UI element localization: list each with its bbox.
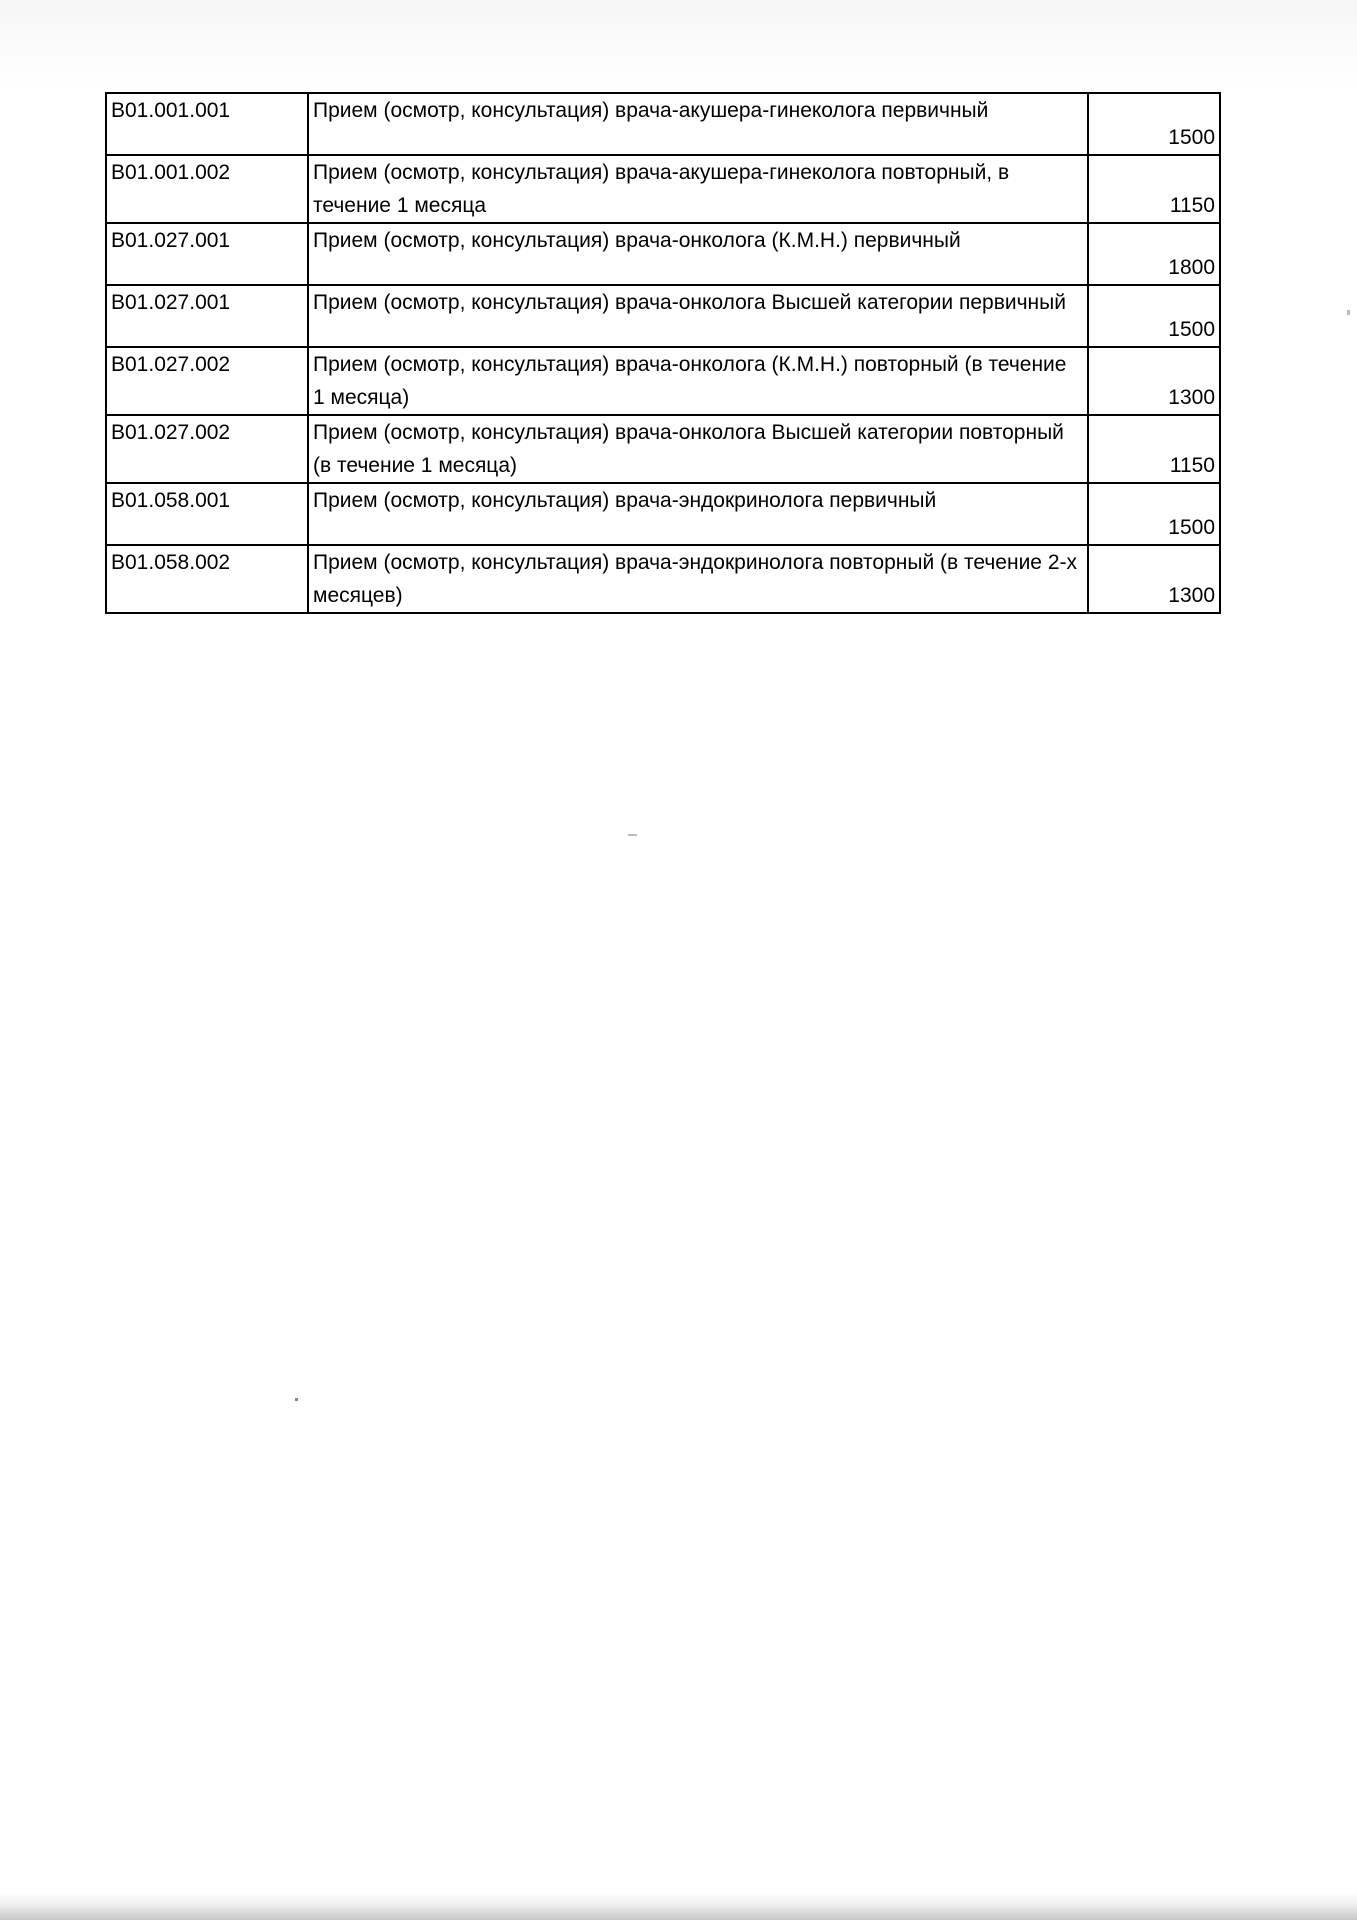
table-row [106, 285, 1220, 347]
scan-shadow-bottom [0, 1892, 1357, 1920]
table-row [106, 483, 1220, 545]
service-code: B01.001.002 [106, 155, 308, 223]
service-description [308, 415, 1088, 483]
table-row [106, 93, 1220, 155]
service-description-text: Прием (осмотр, консультация) врача-онколога Высшей категории повторный (в течение 1 месяца) [313, 421, 1064, 477]
table-row [106, 545, 1220, 613]
scan-speck [1347, 310, 1350, 315]
service-price: 1500 [1088, 93, 1220, 155]
table-row [106, 347, 1220, 415]
service-code: B01.058.001 [106, 483, 308, 545]
service-description [308, 155, 1088, 223]
service-description-text: Прием (осмотр, консультация) врача-онколога (К.М.Н.) первичный [313, 229, 961, 252]
service-description [308, 93, 1088, 155]
service-price: 1150 [1088, 155, 1220, 223]
service-description [308, 545, 1088, 613]
service-price: 1500 [1088, 285, 1220, 347]
service-price: 1300 [1088, 545, 1220, 613]
scan-speck [295, 1398, 298, 1401]
service-code: B01.001.001 [106, 93, 308, 155]
table-row [106, 223, 1220, 285]
service-code: B01.027.001 [106, 285, 308, 347]
service-description-text: Прием (осмотр, консультация) врача-онколога (К.М.Н.) повторный (в течение 1 месяца) [313, 353, 1067, 409]
table-row [106, 415, 1220, 483]
scan-shadow-top [0, 0, 1357, 90]
service-code: B01.027.002 [106, 347, 308, 415]
service-code: B01.058.002 [106, 545, 308, 613]
service-description-text: Прием (осмотр, консультация) врача-акушера-гинеколога первичный [313, 99, 989, 122]
service-description [308, 223, 1088, 285]
price-table [105, 92, 1221, 614]
service-description-text: Прием (осмотр, консультация) врача-акушера-гинеколога повторный, в течение 1 месяца [313, 161, 1010, 217]
service-description-text: Прием (осмотр, консультация) врача-эндокринолога повторный (в течение 2-х месяцев) [313, 551, 1077, 607]
service-price: 1150 [1088, 415, 1220, 483]
table-row [106, 155, 1220, 223]
service-code: B01.027.002 [106, 415, 308, 483]
scan-speck [628, 834, 637, 836]
service-description [308, 483, 1088, 545]
service-code: B01.027.001 [106, 223, 308, 285]
service-description [308, 347, 1088, 415]
service-description [308, 285, 1088, 347]
service-description-text: Прием (осмотр, консультация) врача-онколога Высшей категории первичный [313, 291, 1066, 314]
service-price: 1300 [1088, 347, 1220, 415]
service-price: 1800 [1088, 223, 1220, 285]
service-price: 1500 [1088, 483, 1220, 545]
service-description-text: Прием (осмотр, консультация) врача-эндокринолога первичный [313, 489, 937, 512]
